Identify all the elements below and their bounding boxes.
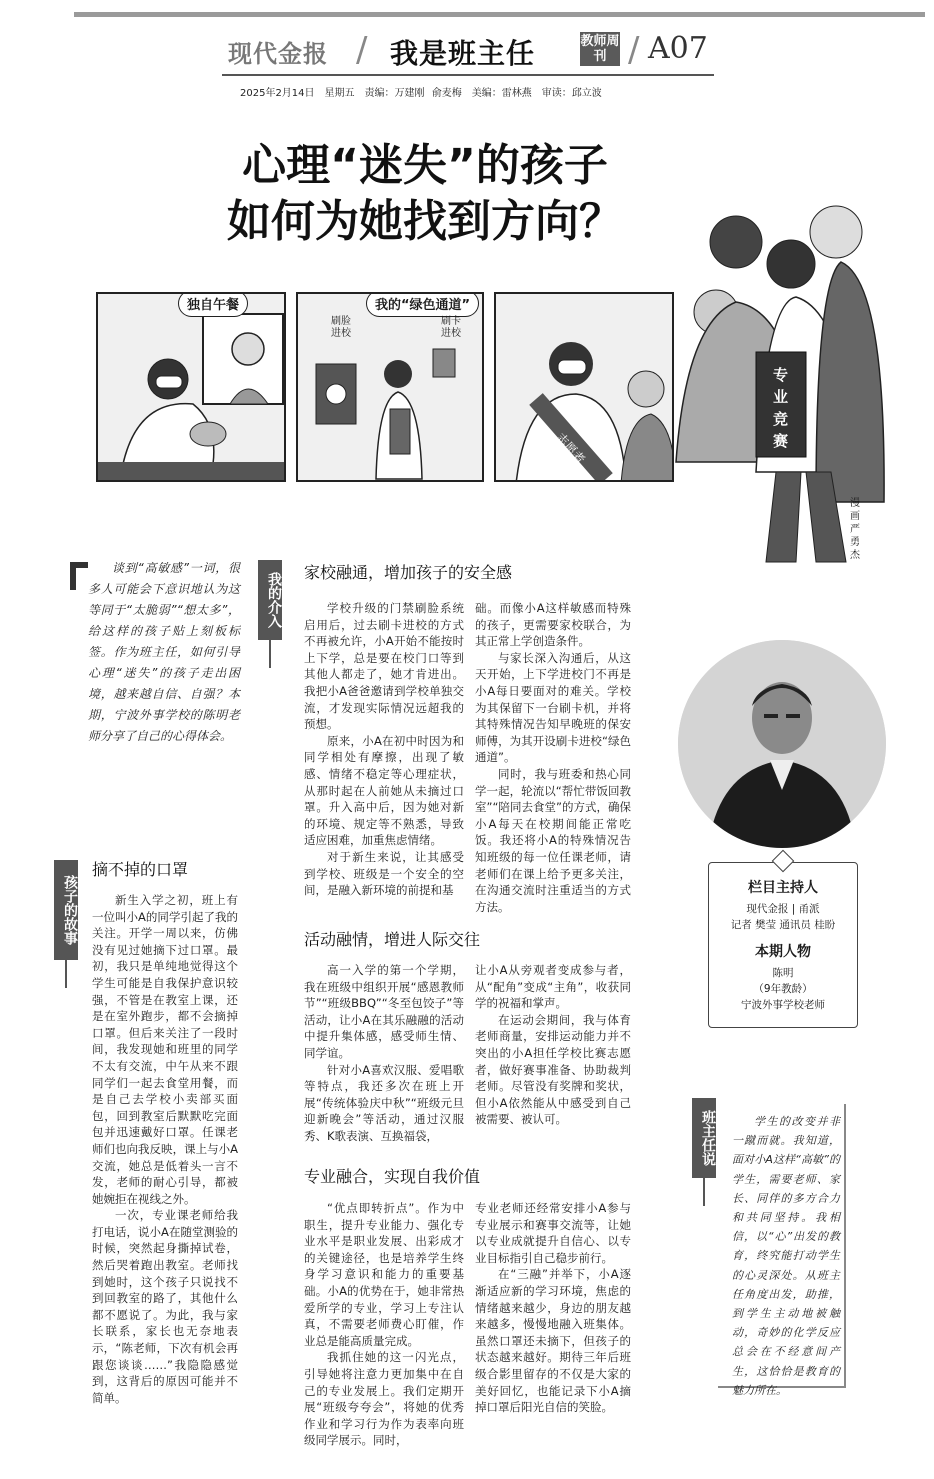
person-school: 宁波外事学校老师 [741, 999, 825, 1011]
comic-panel-1 [96, 292, 286, 482]
headline [175, 138, 675, 250]
person-name: 陈明 [772, 967, 794, 979]
story-title: 摘不掉的口罩 [92, 860, 189, 879]
story-paragraph-1: 新生入学之初，班上有一位叫小A的同学引起了我的关注。开学一周以来，仿佛没有见过她摘下过口罩。最初，我只是单纯地觉得这个学生可能是自我保护意识较强，不管是在教室上课，还是在室外跑步，都不会摘掉口罩。但后来关注了一段时间，我发现她和班里的同学不太有交流，中午从来不跟同学们一起去食堂用餐，而是自己去学校小卖部买面包，回到教室后默默吃完面包并迅速戴好口罩。任课老师们也向我反映，课上与小A交流，她总是低着头一言不发，老师的耐心引导，都被她婉拒在视线之外。 [92, 893, 238, 1206]
intro-text: 谈到“高敏感”一词，很多人可能会下意识地认为这等同于“太脆弱”“想太多”，给这样的孩子贴上刻板标签。作为班主任，如何引导心理“迷失”的孩子走出困境，越来越自信、自强？本期，宁波外事学校的陈明老师分享了自己的心得体会。 [88, 561, 240, 743]
s1-paragraph: 原来，小A在初中时因为和同学相处有摩擦，出现了敏感、情绪不稳定等心理症状，从那时起在人前她从未摘过口罩。升入高中后，因为她对新的环境、规定等不熟悉，导致适应困难，加重焦虑情绪。 [304, 733, 464, 848]
s1-paragraph: 础。而像小A这样敏感而特殊的孩子，更需要家校联合，为其正常上学创造条件。 [475, 601, 631, 649]
section-1-col-2 [475, 600, 631, 915]
comic-illustration [96, 262, 876, 587]
s1-paragraph: 学校升级的门禁刷脸系统启用后，过去刷卡进校的方式不再被允许，小A开始不能按时上下学，总是要在校门口等到其他人都走了，她才肯进出。我把小A爸爸邀请到学校单独交流，才发现实际情况远超我的预想。 [304, 601, 464, 732]
host-line-1: 现代金报 | 甬派 [746, 903, 820, 915]
lunch-scene-image [98, 294, 286, 482]
s1-paragraph: 与家长深入沟通后，从这天开始，上下学进校门不再是小A每日要面对的难关。学校为其保留下一台刷卡机，并将其特殊情况告知早晚班的保安师傅，为其开设刷卡进校“绿色通道”。 [475, 650, 631, 765]
s3-paragraph: 专业老师还经常安排小A参与专业展示和赛事交流等，让她以专业成就提升自信心、以专业目标指引自己稳步前行。 [475, 1201, 631, 1265]
illustration-credit: 漫画 严勇杰 [850, 498, 860, 561]
section-1-title: 家校融通，增加孩子的安全感 [304, 563, 513, 582]
person-years: （9年教龄） [753, 983, 813, 995]
tag-my-intervention: 我的介入 [258, 560, 282, 640]
masthead-divider: / [628, 30, 640, 70]
intro-bracket [70, 562, 88, 590]
card-swipe-label: 刷卡进校 [441, 316, 461, 339]
section-2-col-2 [475, 962, 631, 1128]
s2-paragraph: 高一入学的第一个学期，我在班级中组织开展“感恩教师节”“班级BBQ”“冬至包饺子”等活动，让小A在其乐融融的活动中提升集体感，感受师生情、同学谊。 [304, 963, 464, 1060]
s1-paragraph: 同时，我与班委和热心同学一起，轮流以“帮忙带饭回教室”“陪同去食堂”的方式，确保小A每天在校期间能正常吃饭。我还将小A的特殊情况告知班级的每一位任课老师，请老师们在课上给予更多关注，在沟通交流时注重适当的方式方法。 [475, 766, 631, 914]
section-2-col-1 [304, 962, 464, 1145]
tag-teacher-says: 班主任说 [692, 1098, 716, 1178]
host-line-2: 记者 樊莹 通讯员 桂盼 [730, 919, 836, 931]
page-number: A07 [648, 31, 708, 66]
face-scan-label: 刷脸进校 [331, 316, 351, 339]
masthead [228, 28, 718, 74]
story-paragraph-2: 一次，专业课老师给我打电话，说小A在随堂测验的时候，突然起身撕掉试卷，然后哭着跑出教室。老师找到她时，这个孩子只说找不到回教室的路了，其他什么都不愿说了。为此，我与家长联系，家长也无奈地表示，“陈老师，下次有机会再跟您谈谈……”我隐隐感觉到，这背后的原因可能并不简单。 [92, 1208, 238, 1405]
s3-paragraph: “优点即转折点”。作为中职生，提升专业能力、强化专业水平是职业发展、出彩成才的关键途径，也是培养学生终身学习意识和能力的重要基础。小A的优势在于，她非常热爱所学的专业，学习上专注认真，不需要老师费心盯催，作业总是能高质量完成。 [304, 1201, 464, 1348]
masthead-rule [222, 74, 714, 76]
host-box-notch [772, 850, 795, 873]
competition-sign-char-4: 赛 [773, 432, 789, 450]
section-1-col-1 [304, 600, 464, 899]
volunteer-scene-image [496, 294, 674, 482]
commentary-text: 学生的改变并非一蹴而就。我知道，面对小A这样“高敏”的学生，需要老师、家长、同伴的多方合力和共同坚持。我相信，以“心”出发的教育，终究能打动学生的心灵深处。从班主任角度出发，助推，到学生主动地被触动，奇妙的化学反应总会在不经意间产生，这恰恰是教育的魅力所在。 [732, 1115, 840, 1397]
volunteer-sash-text: 志愿者 [553, 430, 588, 467]
weekly-badge: 教师周刊 [580, 34, 620, 64]
section-2-title: 活动融情，增进人际交往 [304, 930, 481, 949]
host-heading: 栏目主持人 [748, 880, 818, 896]
dateline: 2025年2月14日 星期五 责编：万建刚 俞麦梅 美编：雷林燕 审读：邱立波 [240, 88, 602, 99]
column-name: 我是班主任 [390, 37, 536, 70]
competition-sign-char-3: 竞 [773, 410, 789, 428]
tag-child-story: 孩子的故事 [54, 860, 78, 960]
comic-panel-3 [494, 292, 674, 482]
s1-paragraph: 对于新生来说，让其感受到学校、班级是一个安全的空间，是融入新环境的前提和基 [304, 849, 464, 898]
person-heading: 本期人物 [755, 944, 811, 960]
comic-panel-2 [296, 292, 484, 482]
top-rule [74, 12, 925, 17]
masthead-divider: / [356, 30, 368, 70]
headline-line-1: 心理“迷失”的孩子 [242, 140, 608, 191]
panel-1-bubble: 独自午餐 [178, 292, 248, 317]
paper-name: 现代金报 [228, 40, 328, 68]
teacher-portrait [678, 640, 886, 848]
section-3-col-1 [304, 1200, 464, 1449]
s2-paragraph: 让小A从旁观者变成参与者，从“配角”变成“主角”，收获同学的祝福和掌声。 [475, 963, 631, 1011]
panel-2-bubble: 我的“绿色通道” [366, 292, 479, 317]
competition-sign-char-1: 专 [773, 366, 789, 384]
headline-line-2: 如何为她找到方向？ [227, 196, 623, 247]
s3-paragraph: 在“三融”并举下，小A逐渐适应新的学习环境，焦虑的情绪越来越少，身边的朋友越来越多，慢慢地融入班集体。虽然口罩还未摘下，但孩子的状态越来越好。期待三年后班级合影里留存的不仅是大家的美好回忆，也能记录下小A摘掉口罩后阳光自信的笑脸。 [475, 1267, 631, 1415]
s2-paragraph: 在运动会期间，我与体育老师商量，安排运动能力并不突出的小A担任学校比赛志愿者，做好赛事准备、协助裁判老师。尽管没有奖牌和奖状，但小A依然能从中感受到自己被需要、被认可。 [475, 1012, 631, 1127]
section-3-col-2 [475, 1200, 631, 1416]
section-3-title: 专业融合，实现自我价值 [304, 1167, 481, 1186]
story-column [92, 892, 238, 1406]
host-info-box [708, 862, 858, 1028]
s3-paragraph: 我抓住她的这一闪光点，引导她将注意力更加集中在自己的专业发展上。我们定期开展“班级夸夸会”，将她的优秀作业和学习行为作为表率向班级同学展示。同时， [304, 1350, 464, 1448]
competition-sign-char-2: 业 [773, 388, 789, 406]
s2-paragraph: 针对小A喜欢汉服、爱唱歌等特点，我还多次在班上开展“传统体验庆中秋”“班级元旦迎新晚会”等活动，通过汉服秀、K歌表演、互换福袋， [304, 1062, 464, 1143]
